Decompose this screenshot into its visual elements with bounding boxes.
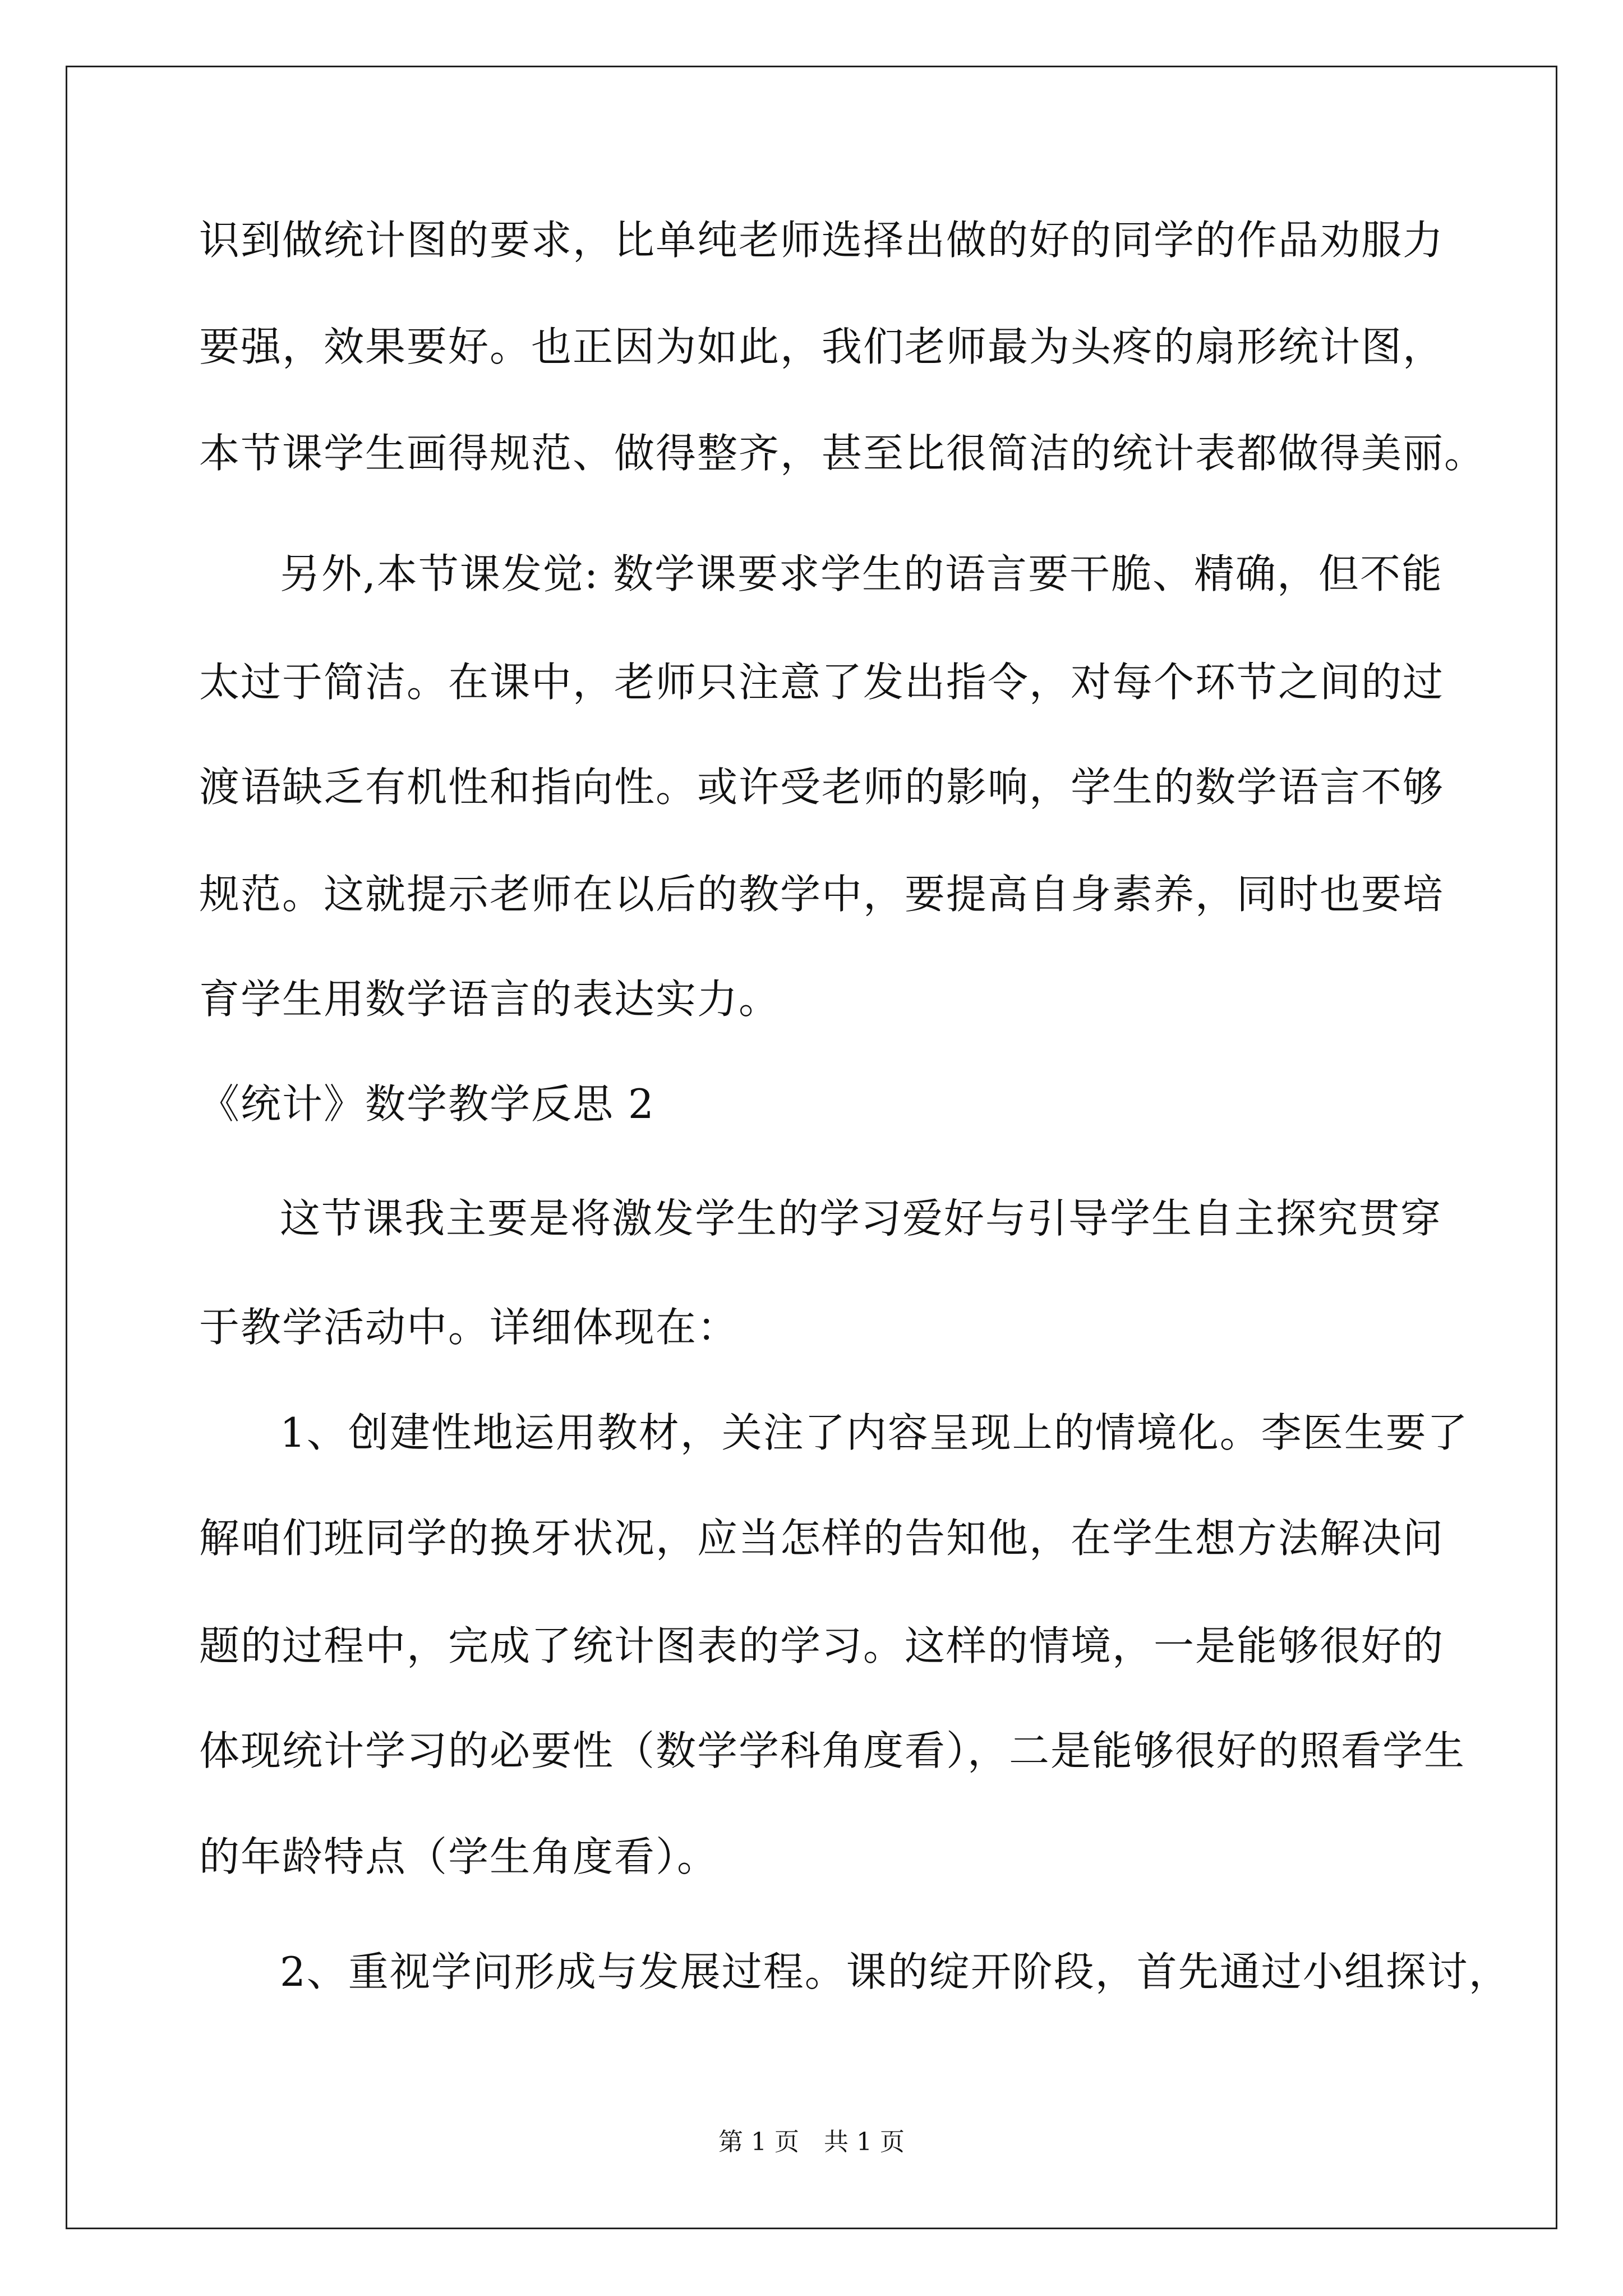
paragraph-line: 的年龄特点（学生角度看）。 xyxy=(199,1833,719,1880)
paragraph-line: 2、重视学问形成与发展过程。课的绽开阶段，首先通过小组探讨， xyxy=(280,1948,1510,1995)
paragraph-line: 题的过程中，完成了统计图表的学习。这样的情境，一是能够很好的 xyxy=(199,1622,1445,1669)
paragraph-line: 规范。这就提示老师在以后的教学中，要提高自身素养，同时也要培 xyxy=(199,871,1445,918)
paragraph-line: 体现统计学习的必要性（数学学科角度看），二是能够很好的照看学生 xyxy=(199,1727,1466,1774)
paragraph-line: 这节课我主要是将激发学生的学习爱好与引导学生自主探究贯穿 xyxy=(280,1195,1442,1242)
paragraph-line: 解咱们班同学的换牙状况，应当怎样的告知他，在学生想方法解决问 xyxy=(199,1515,1445,1562)
paragraph-line: 本节课学生画得规范、做得整齐，甚至比很简洁的统计表都做得美丽。 xyxy=(199,430,1486,477)
page-number-footer: 第 1 页 共 1 页 xyxy=(718,2128,905,2156)
paragraph-line: 于教学活动中。详细体现在： xyxy=(199,1304,739,1351)
paragraph-line: 太过于简洁。在课中，老师只注意了发出指令，对每个环节之间的过 xyxy=(199,659,1445,706)
page-border xyxy=(66,66,1557,2229)
paragraph-line: 渡语缺乏有机性和指向性。或许受老师的影响，学生的数学语言不够 xyxy=(199,763,1445,811)
paragraph-line: 要强，效果要好。也正因为如此，我们老师最为头疼的扇形统计图， xyxy=(199,323,1445,370)
paragraph-line: 识到做统计图的要求，比单纯老师选择出做的好的同学的作品劝服力 xyxy=(199,217,1445,264)
paragraph-line: 另外,本节课发觉: 数学课要求学生的语言要干脆、精确，但不能 xyxy=(280,550,1444,597)
paragraph-line: 1、创建性地运用教材，关注了内容呈现上的情境化。李医生要了 xyxy=(280,1409,1469,1456)
section-heading: 《统计》数学教学反思 2 xyxy=(199,1080,655,1128)
paragraph-line: 育学生用数学语言的表达实力。 xyxy=(199,976,781,1023)
